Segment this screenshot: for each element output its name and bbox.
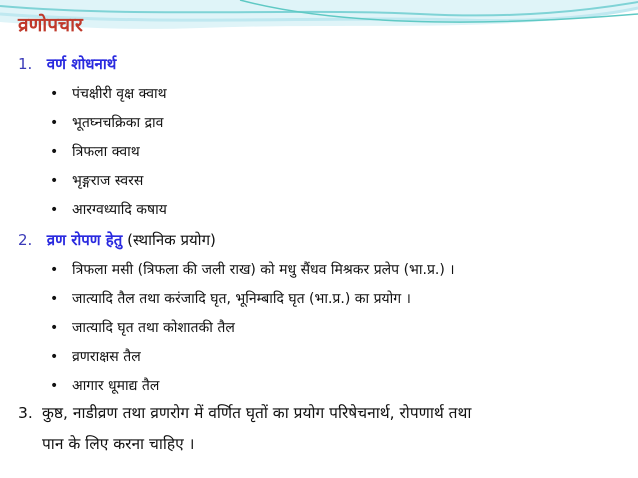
bullet-icon: • bbox=[50, 86, 59, 102]
section-1-heading bbox=[18, 54, 116, 74]
bullet-icon: • bbox=[50, 202, 59, 218]
section-1-list bbox=[50, 80, 167, 225]
list-item: • आगार धूमाद्य तैल bbox=[50, 372, 455, 401]
list-item: • व्रणराक्षस तैल bbox=[50, 343, 455, 372]
section-1-number: 1. bbox=[18, 55, 33, 73]
bullet-icon: • bbox=[50, 144, 59, 160]
bullet-icon: • bbox=[50, 291, 59, 307]
bullet-icon: • bbox=[50, 378, 59, 394]
section-3-paragraph bbox=[18, 398, 623, 460]
section-2-number: 2. bbox=[18, 231, 33, 249]
bullet-icon: • bbox=[50, 349, 59, 365]
bullet-icon: • bbox=[50, 262, 59, 278]
section-3-line-2: पान के लिए करना चाहिए । bbox=[42, 435, 195, 453]
section-2-list bbox=[50, 256, 455, 401]
section-2-title: व्रण रोपण हेतु bbox=[46, 231, 123, 249]
section-2-subtitle: (स्थानिक प्रयोग) bbox=[127, 231, 216, 249]
list-item: • त्रिफला मसी (त्रिफला की जली राख) को मधु सैंधव मिश्रकर प्रलेप (भा.प्र.) । bbox=[50, 256, 455, 285]
list-item: • भूतघ्नचक्रिका द्राव bbox=[50, 109, 167, 138]
bullet-icon: • bbox=[50, 173, 59, 189]
bullet-icon: • bbox=[50, 115, 59, 131]
list-item: • जात्यादि घृत तथा कोशातकी तैल bbox=[50, 314, 455, 343]
list-item: • आरग्वध्यादि कषाय bbox=[50, 196, 167, 225]
section-3-number: 3. bbox=[18, 404, 33, 422]
list-item: • पंचक्षीरी वृक्ष क्वाथ bbox=[50, 80, 167, 109]
bullet-icon: • bbox=[50, 320, 59, 336]
list-item: • जात्यादि तैल तथा करंजादि घृत, भूनिम्बादि घृत (भा.प्र.) का प्रयोग । bbox=[50, 285, 455, 314]
list-item: • त्रिफला क्वाथ bbox=[50, 138, 167, 167]
header-wave-decoration bbox=[0, 0, 638, 40]
list-item: • भृङ्गराज स्वरस bbox=[50, 167, 167, 196]
section-1-title: वर्ण शोधनार्थ bbox=[46, 55, 117, 73]
section-3-line-1: कुष्ठ, नाडीव्रण तथा व्रणरोग में वर्णित घृतों का प्रयोग परिषेचनार्थ, रोपणार्थ तथा bbox=[42, 404, 472, 422]
section-2-heading bbox=[18, 230, 216, 250]
slide-title: व्रणोपचार bbox=[18, 14, 83, 36]
